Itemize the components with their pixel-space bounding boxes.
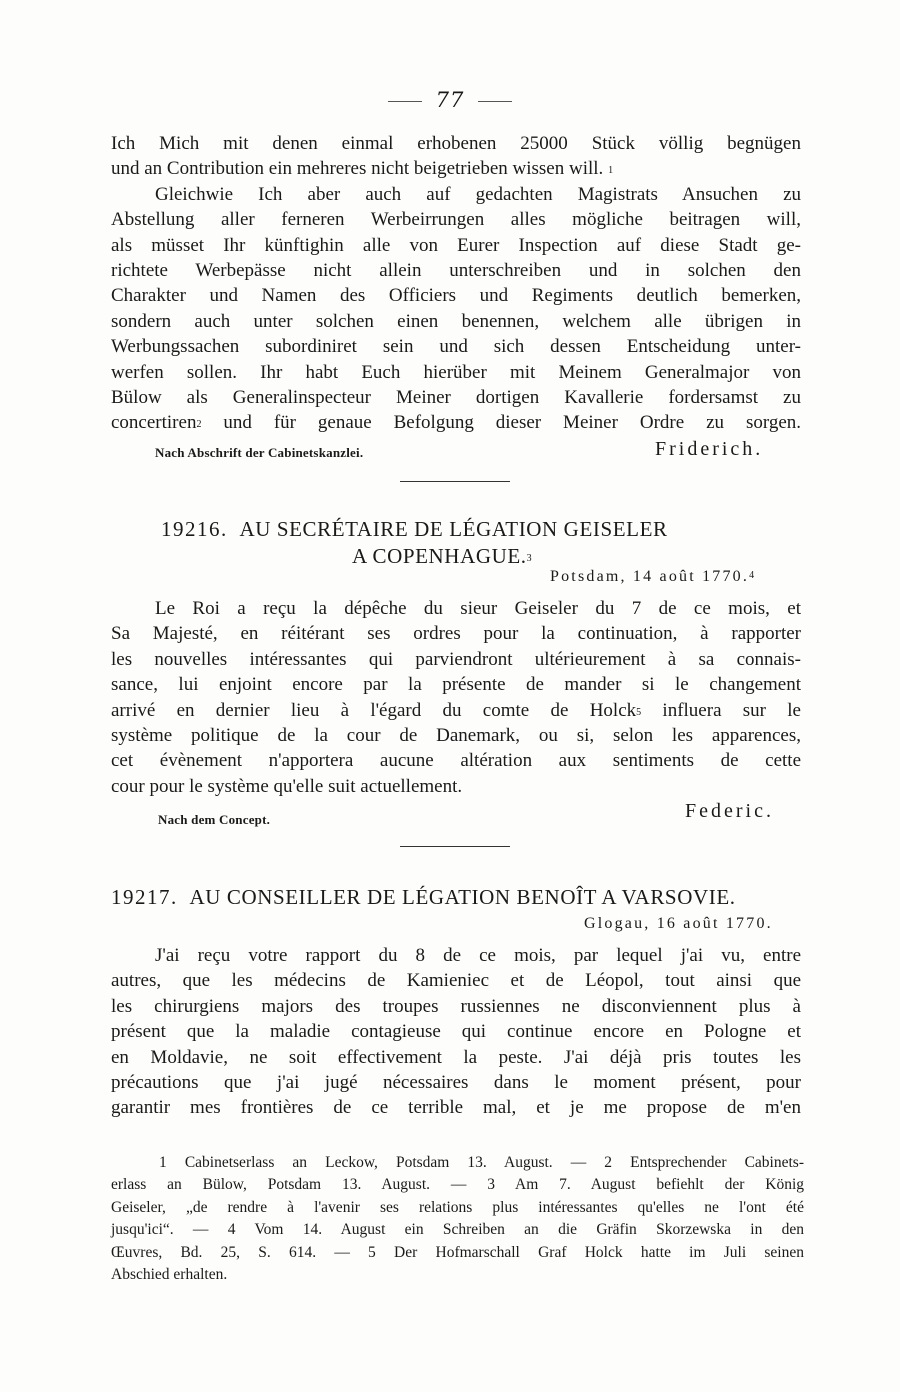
- section-divider: [400, 481, 510, 482]
- text-line: en Moldavie, ne soit effectivement la peste. J'ai déjà pris toutes les: [111, 1046, 801, 1068]
- letter-dateline: Glogau, 16 août 1770.: [584, 915, 773, 932]
- letter-body: [111, 943, 801, 1121]
- page-number-header: [0, 88, 900, 112]
- footnote-line: Abschied erhalten.: [111, 1266, 228, 1284]
- text-line: Gleichwie Ich aber auch auf gedachten Magistrats Ansuchen zu: [155, 183, 801, 205]
- footnote-mark: 4: [749, 570, 757, 581]
- text-line: als müsset Ihr künftighin alle von Eurer Inspection auf diese Stadt ge-: [111, 234, 801, 256]
- text-line: garantir mes frontières de ce terrible mal, et je me propose de m'en: [111, 1097, 801, 1119]
- text-line: sondern auch unter solchen einen benennen, welchem alle übrigen in: [111, 310, 801, 332]
- text-line: richtete Werbepässe nicht allein unterschreiben und in solchen den: [111, 260, 801, 282]
- text-line: sance, lui enjoint encore par la présente de mander si le changement: [111, 674, 801, 696]
- text-line: cet évènement n'apportera aucune altération aux sentiments de cette: [111, 750, 801, 772]
- footnote-mark: 1: [608, 165, 614, 177]
- heading-line: A COPENHAGUE.$^3$: [352, 544, 533, 568]
- footnote-line: erlass an Bülow, Potsdam 13. August. — 3 Am 7. August befiehlt der König: [111, 1176, 804, 1194]
- letter-number: 19217.: [111, 885, 178, 909]
- text-line: J'ai reçu votre rapport du 8 de ce mois, par lequel j'ai vu, entre: [155, 945, 801, 966]
- continuation-text: [111, 131, 801, 436]
- footnotes: [111, 1152, 804, 1286]
- heading-line: [111, 884, 801, 911]
- source-note: Nach dem Concept.: [158, 812, 271, 827]
- text-line: werfen sollen. Ihr habt Euch hierüber mit Meinem Generalmajor von: [111, 361, 801, 383]
- letter-heading: [111, 884, 801, 911]
- footnote-mark: 5: [636, 706, 642, 718]
- text-line: concertiren$^2$ und für genaue Befolgung dieser Meiner Ordre zu sorgen.: [111, 412, 802, 434]
- footnote-mark: 3: [526, 553, 533, 564]
- header-dash-left: [388, 101, 422, 102]
- text-line: und an Contribution ein mehreres nicht beigetrieben wissen will. $^1$: [111, 158, 614, 180]
- text-line: arrivé en dernier lieu à l'égard du comte de Holck$^5$ influera sur le: [111, 699, 801, 721]
- text-line: Bülow als Generalinspecteur Meiner dortigen Kavallerie fordersamst zu: [111, 387, 801, 409]
- text-line: les nouvelles intéressantes qui parviendront ultérieurement à sa connais-: [111, 648, 801, 670]
- page-number: 77: [435, 88, 465, 112]
- letter-heading: [111, 516, 801, 570]
- text-line: présent que la maladie contagieuse qui continue encore en Pologne et: [111, 1021, 801, 1043]
- footnote-mark: 2: [196, 419, 202, 431]
- footnote-line: jusqu'ici“. — 4 Vom 14. August ein Schreiben an die Gräfin Skorzewska in den: [111, 1221, 804, 1239]
- footnote-line: Œuvres, Bd. 25, S. 614. — 5 Der Hofmarschall Graf Holck hatte im Juli seinen: [111, 1243, 804, 1261]
- text-line: Abstellung aller ferneren Werbeirrungen alles mögliche beitragen will,: [111, 209, 801, 231]
- section-divider: [400, 846, 510, 847]
- text-line: Le Roi a reçu la dépêche du sieur Geiseler du 7 de ce mois, et: [155, 598, 801, 619]
- text-line: cour pour le système qu'elle suit actuellement.: [111, 775, 463, 797]
- text-line: les chirurgiens majors des troupes russiennes ne disconviennent plus à: [111, 995, 801, 1017]
- letter-title: AU SECRÉTAIRE DE LÉGATION GEISELER: [239, 517, 668, 541]
- footnote-line: 1 Cabinetserlass an Leckow, Potsdam 13. August. — 2 Entsprechender Cabinets-: [159, 1154, 804, 1171]
- letter-dateline: Potsdam, 14 août 1770.$^4$: [550, 568, 757, 585]
- text-line: autres, que les médecins de Kamieniec et de Léopol, tout ainsi que: [111, 970, 801, 992]
- source-note: Nach Abschrift der Cabinetskanzlei.: [155, 445, 364, 460]
- text-line: Sa Majesté, en réitérant ses ordres pour la continuation, à rapporter: [111, 623, 801, 645]
- letter-body: [111, 596, 801, 799]
- text-line: Ich Mich mit denen einmal erhobenen 25000 Stück völlig begnügen: [111, 133, 801, 154]
- header-dash-right: [478, 101, 512, 102]
- text-line: système politique de la cour de Danemark, ou si, selon les apparences,: [111, 725, 801, 747]
- letter-number: 19216.: [161, 517, 228, 541]
- heading-line: [111, 516, 801, 543]
- signature: Friderich.: [655, 438, 764, 460]
- text-line: précautions que j'ai jugé nécessaires dans le moment présent, pour: [111, 1072, 801, 1094]
- signature: Federic.: [685, 800, 774, 822]
- footnote-line: Geiseler, „de rendre à l'avenir ses relations plus intéressantes qu'elles ne l'ont été: [111, 1198, 804, 1216]
- text-line: Charakter und Namen des Officiers und Regiments deutlich bemerken,: [111, 285, 801, 307]
- text-line: Werbungssachen subordiniret sein und sich dessen Entscheidung unter-: [111, 336, 801, 358]
- letter-title: AU CONSEILLER DE LÉGATION BENOÎT A VARSOVIE.: [189, 885, 736, 909]
